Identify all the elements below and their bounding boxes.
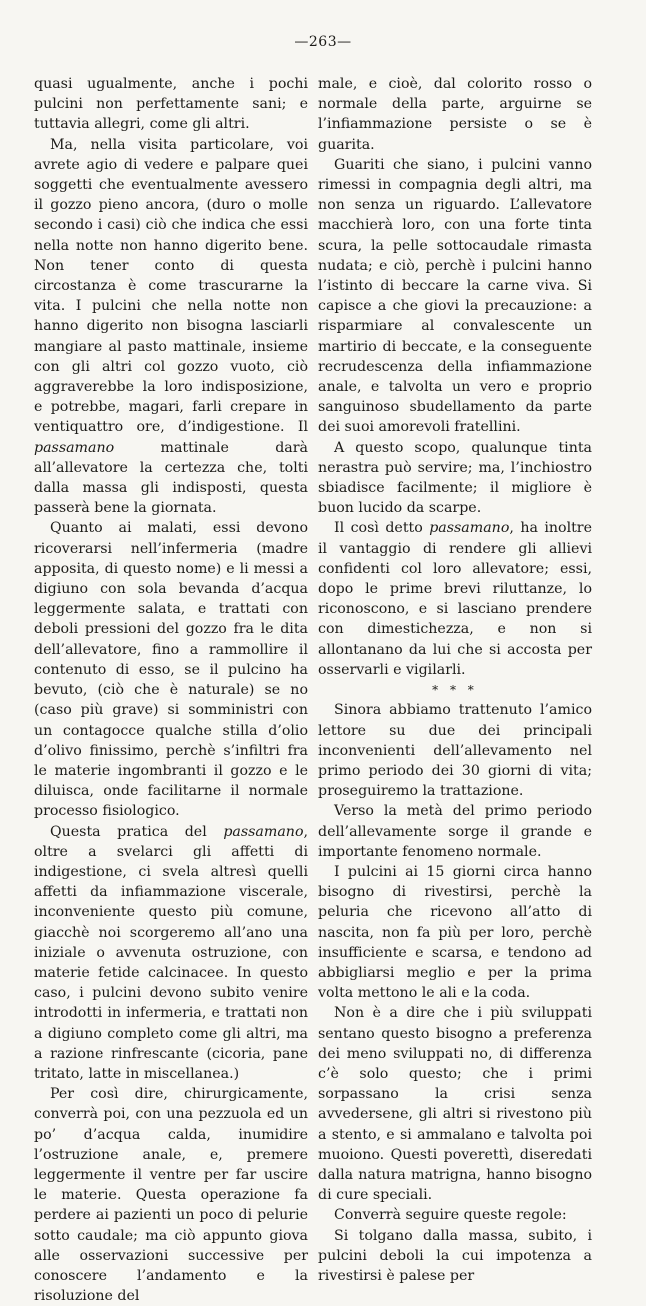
paragraph-text: Converrà seguire queste regole:: [334, 1207, 567, 1224]
paragraph: [34, 74, 308, 135]
paragraph-text: Il così detto: [334, 520, 430, 537]
paragraph: [318, 862, 592, 1003]
paragraph: [34, 518, 308, 821]
paragraph: [318, 700, 592, 801]
paragraph: [318, 518, 592, 680]
paragraph-text: Sinora abbiamo trattenuto l’amico lettore su due dei principali inconvenienti dell’allevamento nel primo periodo dei 30 giorni di vita; proseguiremo la trattazione.: [318, 702, 592, 800]
paragraph-text: Guariti che siano, i pulcini vanno rimessi in compagnia degli altri, ma non senza un riguardo. L’allevatore macchierà loro, con una forte tinta scura, la pelle sottocaudale rimasta nudata; e ciò, perchè i pulcini hanno l’istinto di beccare la carne viva. Si capisce a che giovi la precauzione: a risparmiare al convalescente un martirio di beccate, e la conseguente recrudescenza della infiammazione anale, e talvolta un vero e proprio sanguinoso sbudellamento da parte dei suoi amorevoli fratellini.: [318, 156, 592, 436]
paragraph: [318, 1205, 592, 1225]
paragraph-text: , oltre a svelarci gli affetti di indigestione, ci svela altresì quelli affetti da infiammazione viscerale, inconveniente questo più comune, giacchè noi scorgeremo all’ano una iniziale o avvenuta ostruzione, con materie fetide calcinacee. In questo caso, i pulcini devono subito venire introdotti in infermeria, e trattati non a digiuno completo come gli altri, ma a razione rinfrescante (cicoria, pane tritato, latte in miscellanea.): [34, 823, 308, 1082]
left-column: [34, 74, 308, 1306]
paragraph: [318, 438, 592, 519]
emphasized-term: passamano: [429, 520, 510, 537]
paragraph-text: Non è a dire che i più sviluppati sentano questo bisogno a preferenza dei meno sviluppati no, di differenza c’è solo questo; che i primi sorpassano la crisi senza avvedersene, gli altri si rivestono più a stento, e si ammalano e talvolta poi muoiono. Questi poverettì, diseredati dalla natura matrigna, hanno bisogno di cure speciali.: [318, 1005, 592, 1204]
paragraph-text: Ma, nella visita particolare, voi avrete agio di vedere e palpare quei soggetti che eventualmente avessero il gozzo pieno ancora, (duro o molle secondo i casi) ciò che indica che essi nella notte non hanno digerito bene. Non tener conto di questa circostanza è come trascurarne la vita. I pulcini che nella notte non hanno digerito non bisogna lasciarli mangiare al pasto mattinale, insieme con gli altri col gozzo vuoto, ciò aggraverebbe la loro indisposizione, e potrebbe, magari, farli crepare in ventiquattro ore, d’indigestione. Il: [34, 136, 308, 436]
paragraph-text: A questo scopo, qualunque tinta nerastra può servire; ma, l’inchiostro sbiadisce facilmente; il migliore è buon lucido da scarpe.: [318, 439, 592, 517]
emphasized-term: passamano: [34, 439, 115, 456]
page-number: —263—: [294, 34, 352, 50]
paragraph: [318, 1003, 592, 1205]
paragraph: [318, 74, 592, 155]
paragraph: [318, 1226, 592, 1287]
paragraph-text: male, e cioè, dal colorito rosso o normale della parte, arguirne se l’infiammazione persiste o se è guarita.: [318, 76, 592, 153]
paragraph-text: , ha inoltre il vantaggio di rendere gli allievi confidenti col loro allevatore; essi, dopo le prime brevi riluttanze, lo riconoscono, e si lasciano prendere con dimestichezza, e non si allontanano da lui che si accosta per osservarli e vigilarli.: [318, 520, 592, 678]
emphasized-term: passamano: [223, 823, 304, 840]
paragraph-text: mattinale darà all’allevatore la certezza che, tolti dalla massa gli indisposti, questa passerà bene la giornata.: [34, 439, 308, 517]
paragraph: [34, 135, 308, 519]
paragraph-text: Verso la metà del primo periodo dell’allevamente sorge il grande e importante fenomeno normale.: [318, 803, 592, 860]
paragraph-text: Questa pratica del: [50, 823, 224, 840]
paragraph: [318, 801, 592, 862]
section-separator: * * *: [432, 683, 478, 698]
paragraph-text: I pulcini ai 15 giorni circa hanno bisogno di rivestirsi, perchè la peluria che ricevono all’atto di nascita, non fa più per loro, perchè insufficiente e scarsa, e tendono ad abbigliarsi meglio e per la prima volta mettono le ali e la coda.: [318, 863, 592, 1002]
paragraph-text: Si tolgano dalla massa, subito, i pulcini deboli la cui impotenza a rivestirsi è palese per: [318, 1227, 592, 1284]
paragraph-text: Per così dire, chirurgicamente, converrà poi, con una pezzuola ed un po’ d’acqua calda, inumidire l’ostruzione anale, e, premere leggermente il ventre per far uscire le materie. Questa operazione fa perdere ai pazienti un poco di pelurie sotto caudale; ma ciò appunto giova alle osservazioni successive per conoscere l’andamento e la risoluzione del: [34, 1086, 308, 1305]
paragraph: [34, 1084, 308, 1306]
right-column: [318, 74, 592, 1286]
paragraph-text: Quanto ai malati, essi devono ricoverarsi nell’infermeria (madre apposita, di questo nome) e li messi a digiuno con sola bevanda d’acqua leggermente salata, e trattati con deboli pressioni del gozzo fra le dita dell’allevatore, fino a rammollire il contenuto di esso, se il pulcino ha bevuto, (ciò che è naturale) se no (caso più grave) si somministri con un contagocce qualche stilla d’olio d’olivo finissimo, perchè s’infiltri fra le materie ingombranti il gozzo e le diluisca, onde facilitarne il normale processo fisiologico.: [34, 520, 308, 820]
paragraph-text: quasi ugualmente, anche i pochi pulcini non perfettamente sani; e tuttavia allegri, come gli altri.: [34, 76, 308, 133]
paragraph: [318, 155, 592, 438]
paragraph: [34, 822, 308, 1085]
